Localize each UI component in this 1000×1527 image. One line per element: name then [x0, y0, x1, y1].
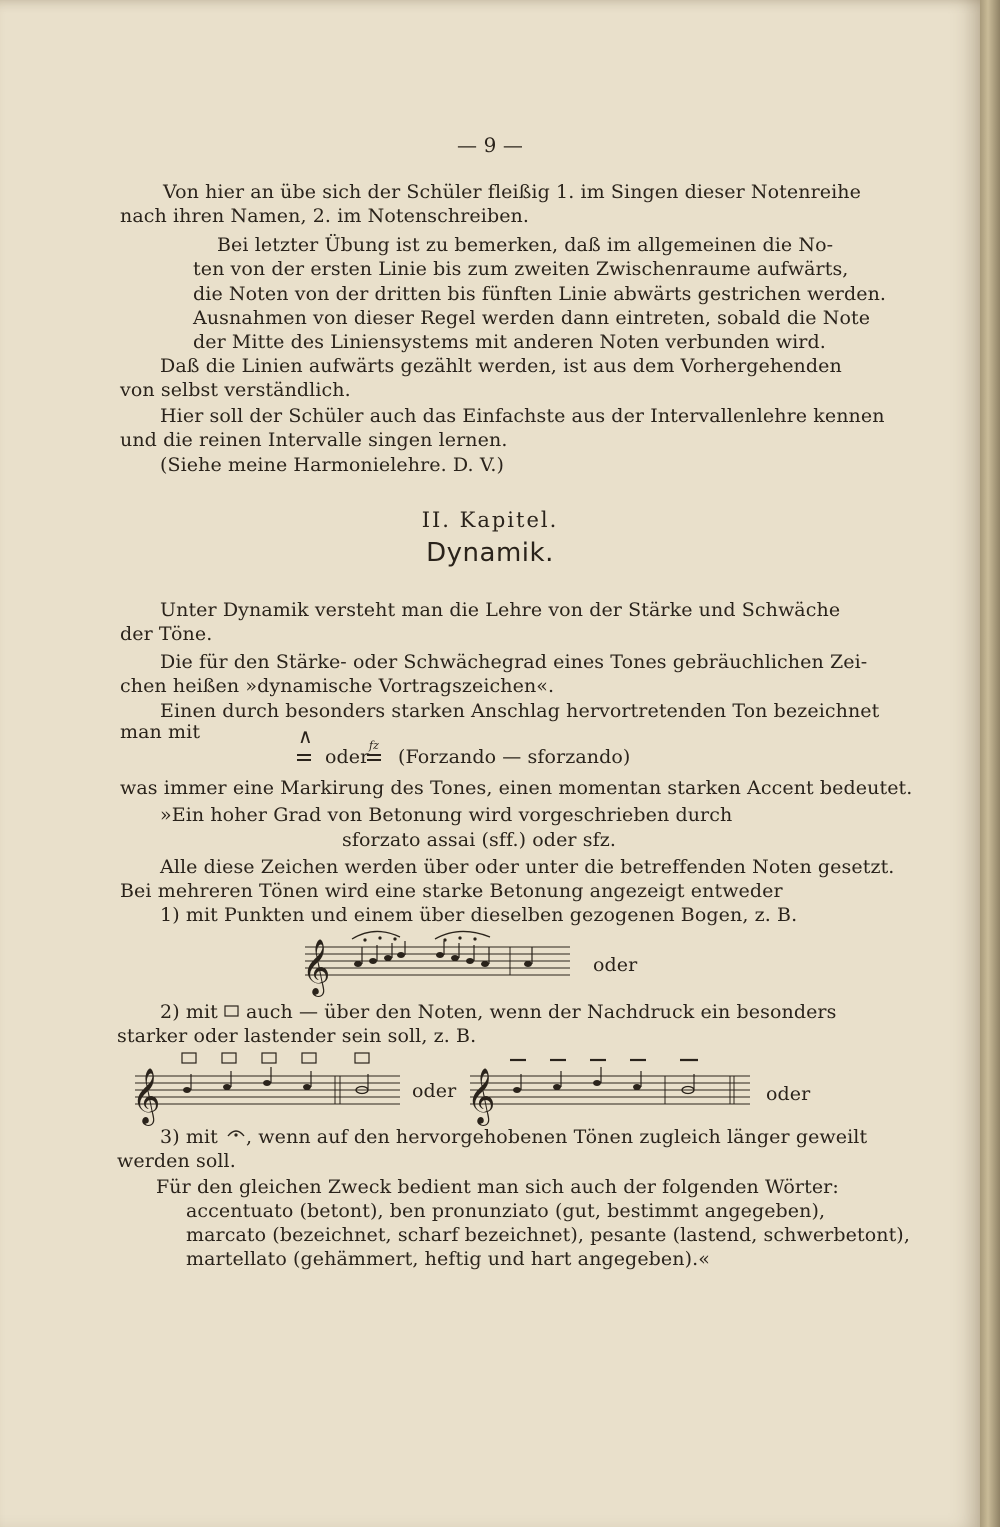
text-line: der Töne.	[120, 623, 213, 645]
text-oder: oder	[766, 1083, 811, 1105]
double-bar-icon	[366, 752, 386, 764]
text-line: 2) mit	[160, 1001, 218, 1023]
text-line: Unter Dynamik versteht man die Lehre von der Stärke und Schwäche	[160, 599, 841, 621]
text-line: 3) mit	[160, 1126, 218, 1148]
chapter-title: II. Kapitel.	[421, 508, 559, 532]
fz-marking: fz	[369, 739, 379, 752]
text-line: nach ihren Namen, 2. im Notenschreiben.	[120, 205, 530, 227]
text-oder: oder	[593, 954, 638, 976]
accent-icon: ∧	[298, 724, 313, 748]
page-edge	[980, 0, 1000, 1527]
svg-text:𝄞: 𝄞	[467, 1068, 496, 1124]
text-line: die Noten von der dritten bis fünften Linie abwärts gestrichen werden.	[193, 283, 887, 305]
section-heading: Dynamik.	[426, 538, 554, 568]
text-line: Ausnahmen von dieser Regel werden dann eintreten, sobald die Note	[193, 307, 871, 329]
text-line: »Ein hoher Grad von Betonung wird vorgeschrieben durch	[160, 804, 733, 826]
text-line: der Mitte des Liniensystems mit anderen Noten verbunden wird.	[193, 331, 826, 353]
text-line: Einen durch besonders starken Anschlag hervortretenden Ton bezeichnet	[160, 700, 880, 722]
text-line: und die reinen Intervalle singen lernen.	[120, 429, 508, 451]
svg-text:𝄞: 𝄞	[302, 939, 331, 995]
text-line: (Siehe meine Harmonielehre. D. V.)	[160, 454, 504, 476]
text-line: marcato (bezeichnet, scharf bezeichnet), pesante (lastend, schwerbetont),	[186, 1224, 910, 1246]
text-line: Bei mehreren Tönen wird eine starke Betonung angezeigt entweder	[120, 880, 783, 902]
text-oder: oder	[325, 746, 370, 768]
text-line: (Forzando — sforzando)	[398, 746, 631, 768]
text-line: accentuato (betont), ben pronunziato (gut, bestimmt angegeben),	[186, 1200, 826, 1222]
box-accent-icon	[224, 1004, 240, 1018]
text-line: sforzato assai (sff.) oder sfz.	[342, 829, 616, 851]
text-line: ten von der ersten Linie bis zum zweiten Zwischenraume aufwärts,	[193, 258, 849, 280]
text-line: von selbst verständlich.	[120, 379, 351, 401]
svg-text:𝄞: 𝄞	[132, 1068, 161, 1124]
text-line: man mit	[120, 721, 201, 743]
page-number: — 9 —	[457, 133, 523, 157]
music-example-2	[130, 1050, 810, 1124]
text-line: starker oder lastender sein soll, z. B.	[117, 1025, 477, 1047]
text-line: was immer eine Markirung des Tones, einen momentan starken Accent bedeutet.	[120, 777, 913, 799]
text-line: , wenn auf den hervorgehobenen Tönen zugleich länger geweilt	[246, 1126, 868, 1148]
text-line: Die für den Stärke- oder Schwächegrad eines Tones gebräuchlichen Zei-	[160, 651, 868, 673]
text-line: auch — über den Noten, wenn der Nachdruck ein besonders	[246, 1001, 837, 1023]
text-line: Bei letzter Übung ist zu bemerken, daß im allgemeinen die No-	[217, 234, 834, 256]
text-line: martellato (gehämmert, heftig und hart angegeben).«	[186, 1248, 710, 1270]
music-example-1	[300, 925, 580, 1000]
fermata-icon	[226, 1126, 246, 1138]
text-line: 1) mit Punkten und einem über dieselben gezogenen Bogen, z. B.	[160, 904, 798, 926]
text-oder: oder	[412, 1080, 457, 1102]
text-line: werden soll.	[117, 1150, 236, 1172]
double-bar-icon	[296, 752, 316, 764]
text-line: Für den gleichen Zweck bedient man sich auch der folgenden Wörter:	[156, 1176, 839, 1198]
text-line: Daß die Linien aufwärts gezählt werden, ist aus dem Vorhergehenden	[160, 355, 842, 377]
text-line: chen heißen »dynamische Vortragszeichen«.	[120, 675, 555, 697]
text-line: Von hier an übe sich der Schüler fleißig 1. im Singen dieser Notenreihe	[163, 181, 861, 203]
text-line: Alle diese Zeichen werden über oder unter die betreffenden Noten gesetzt.	[160, 856, 895, 878]
text-line: Hier soll der Schüler auch das Einfachste aus der Intervallenlehre kennen	[160, 405, 885, 427]
